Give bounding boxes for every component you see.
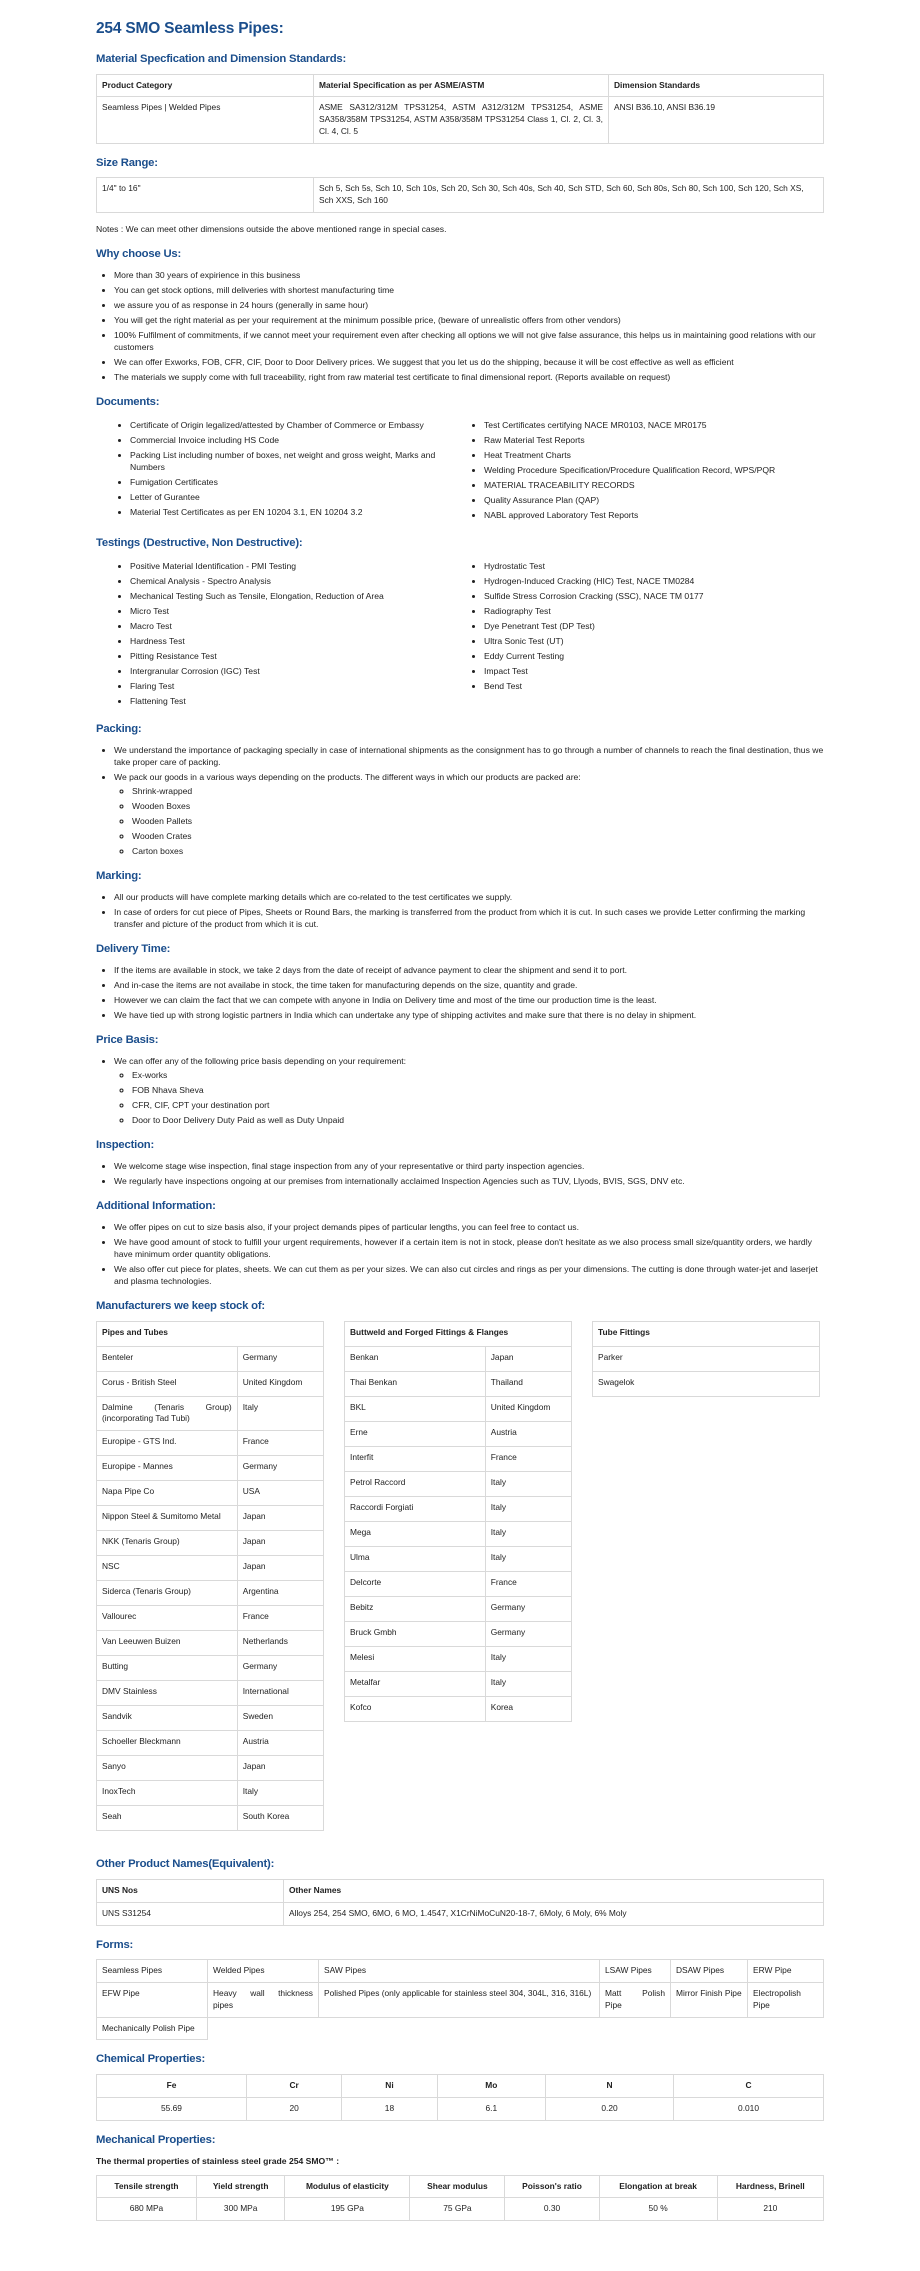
manufacturer-name: BKL <box>345 1396 486 1421</box>
table-cell: EFW Pipe <box>97 1983 208 2018</box>
empty-cell <box>671 2017 748 2040</box>
testings-heading: Testings (Destructive, Non Destructive): <box>96 537 303 550</box>
testings-columns <box>96 558 824 710</box>
table-row <box>593 1371 820 1396</box>
table-header: Shear modulus <box>410 2175 505 2198</box>
list-item: • Hardness Test <box>130 635 470 647</box>
manufacturer-country: Japan <box>237 1531 323 1556</box>
spec-header: Material Specification as per ASME/ASTM <box>314 74 609 97</box>
manufacturer-country: Italy <box>485 1521 571 1546</box>
table-cell: Electropolish Pipe <box>748 1983 824 2018</box>
manufacturer-country: Japan <box>237 1556 323 1581</box>
table-cell: 0.30 <box>505 2198 599 2221</box>
list-item: • However we can claim the fact that we can compete with anyone in India on Delivery time and most of the time our production time is the least. <box>114 994 824 1006</box>
sublist-item: ◦ Wooden Pallets <box>132 815 824 827</box>
table-row <box>97 1756 324 1781</box>
manufacturer-name: Bebitz <box>345 1596 486 1621</box>
list-item: • Certificate of Origin legalized/attested by Chamber of Commerce or Embassy <box>130 419 470 431</box>
packing-heading: Packing: <box>96 723 142 736</box>
manufacturer-name: Benkan <box>345 1346 486 1371</box>
list-item: • We regularly have inspections ongoing at our premises from internationally acclaimed Inspection Agencies such as TUV, Llyods, BVIS, SGS, DNV etc. <box>114 1175 824 1187</box>
manufacturer-name: Nippon Steel & Sumitomo Metal <box>97 1506 238 1531</box>
table-cell: ERW Pipe <box>748 1960 824 1983</box>
table-cell: 18 <box>342 2098 437 2121</box>
list-item: • Packing List including number of boxes, net weight and gross weight, Marks and Numbers <box>130 449 470 473</box>
table-row <box>97 2175 824 2198</box>
price-sublist <box>114 1069 824 1126</box>
list-item: • Quality Assurance Plan (QAP) <box>484 494 824 506</box>
chemical-table <box>96 2074 824 2121</box>
table-row <box>97 1581 324 1606</box>
table-cell: Mirror Finish Pipe <box>671 1983 748 2018</box>
table-cell: 210 <box>717 2198 823 2221</box>
list-item <box>114 1055 824 1126</box>
manufacturer-name: Kofco <box>345 1696 486 1721</box>
list-item: • We can offer Exworks, FOB, CFR, CIF, Door to Door Delivery prices. We suggest that you let us do the shipping, because it will be cost effective as well as efficient <box>114 356 824 368</box>
list-item: • Ultra Sonic Test (UT) <box>484 635 824 647</box>
manufacturer-country: Italy <box>485 1671 571 1696</box>
manufacturer-name: Erne <box>345 1421 486 1446</box>
tube-fittings-table <box>592 1321 820 1397</box>
delivery-list <box>96 964 824 1021</box>
sublist-item: ◦ Shrink-wrapped <box>132 785 824 797</box>
table-row <box>345 1496 572 1521</box>
spec-cell: Seamless Pipes | Welded Pipes <box>97 97 314 143</box>
table-header: Cr <box>246 2075 341 2098</box>
table-row <box>345 1696 572 1721</box>
manufacturer-name: Delcorte <box>345 1571 486 1596</box>
table-row <box>97 1681 324 1706</box>
table-row <box>345 1546 572 1571</box>
manufacturer-country: Austria <box>237 1731 323 1756</box>
list-item: • Chemical Analysis - Spectro Analysis <box>130 575 470 587</box>
manufacturer-name: Mega <box>345 1521 486 1546</box>
other-names-table <box>96 1879 824 1926</box>
sublist-item: ◦ Door to Door Delivery Duty Paid as well as Duty Unpaid <box>132 1114 824 1126</box>
sublist-item: ◦ FOB Nhava Sheva <box>132 1084 824 1096</box>
other-names-heading: Other Product Names(Equivalent): <box>96 1858 275 1871</box>
list-item: • Impact Test <box>484 665 824 677</box>
additional-heading: Additional Information: <box>96 1199 216 1212</box>
manufacturer-name: DMV Stainless <box>97 1681 238 1706</box>
list-item: • All our products will have complete marking details which are co-related to the test certificates we supply. <box>114 891 824 903</box>
list-item: • We understand the importance of packaging specially in case of international shipments as the consignment has to go through a number of channels to reach the final destination, thus we take proper care of packing. <box>114 744 824 768</box>
table-header: Modulus of elasticity <box>285 2175 410 2198</box>
list-item: • Pitting Resistance Test <box>130 650 470 662</box>
empty-cell <box>208 2017 319 2040</box>
table-row <box>345 1446 572 1471</box>
manufacturer-country: Germany <box>237 1456 323 1481</box>
table-cell: 0.010 <box>674 2098 824 2121</box>
fittings-flanges-table <box>344 1321 572 1722</box>
manufacturer-country: France <box>485 1446 571 1471</box>
manufacturer-country: United Kingdom <box>485 1396 571 1421</box>
list-item: • Flaring Test <box>130 680 470 692</box>
manufacturer-name: Vallourec <box>97 1606 238 1631</box>
table-header: Poisson's ratio <box>505 2175 599 2198</box>
table-cell: Mechanically Polish Pipe <box>97 2017 208 2040</box>
manufacturer-name: Parker <box>593 1346 820 1371</box>
list-item: • Bend Test <box>484 680 824 692</box>
table-row <box>97 1731 324 1756</box>
table-row <box>97 1371 324 1396</box>
table-row <box>97 1706 324 1731</box>
mechanical-heading: Mechanical Properties: <box>96 2133 216 2146</box>
list-item: • More than 30 years of expirience in this business <box>114 269 824 281</box>
price-heading: Price Basis: <box>96 1034 159 1047</box>
documents-list-left <box>96 419 470 524</box>
manufacturer-country: South Korea <box>237 1806 323 1831</box>
table-row <box>345 1346 572 1371</box>
price-list <box>96 1055 824 1126</box>
manufacturer-name: Bruck Gmbh <box>345 1621 486 1646</box>
manufacturer-name: Ulma <box>345 1546 486 1571</box>
table-row <box>97 1431 324 1456</box>
manufacturer-country: Italy <box>485 1646 571 1671</box>
manufacturer-name: Raccordi Forgiati <box>345 1496 486 1521</box>
table-row <box>97 2198 824 2221</box>
table-row <box>97 1606 324 1631</box>
table-row <box>97 1506 324 1531</box>
list-item: • Commercial Invoice including HS Code <box>130 434 470 446</box>
table-header: Mo <box>437 2075 545 2098</box>
table-row <box>97 1806 324 1831</box>
spec-cell: ANSI B36.10, ANSI B36.19 <box>609 97 824 143</box>
table-row <box>345 1671 572 1696</box>
list-item: • We have tied up with strong logistic partners in India which can undertake any type of shipping activites and make sure that there is no delay in shipment. <box>114 1009 824 1021</box>
sublist-item: ◦ Wooden Boxes <box>132 800 824 812</box>
table-cell: Alloys 254, 254 SMO, 6MO, 6 MO, 1.4547, X1CrNiMoCuN20-18-7, 6Moly, 6 Moly, 6% Moly <box>284 1902 824 1925</box>
table-row <box>97 2075 824 2098</box>
table-row <box>345 1521 572 1546</box>
table-cell: LSAW Pipes <box>600 1960 671 1983</box>
spec-table <box>96 74 824 144</box>
manufacturer-country: USA <box>237 1481 323 1506</box>
delivery-heading: Delivery Time: <box>96 943 171 956</box>
list-item: • Letter of Gurantee <box>130 491 470 503</box>
list-item: • We offer pipes on cut to size basis also, if your project demands pipes of particular lengths, you can feel free to contact us. <box>114 1221 824 1233</box>
table-header: N <box>545 2075 673 2098</box>
manufacturer-name: Seah <box>97 1806 238 1831</box>
list-item: • Test Certificates certifying NACE MR0103, NACE MR0175 <box>484 419 824 431</box>
forms-heading: Forms: <box>96 1938 134 1951</box>
manufacturer-country: Italy <box>485 1471 571 1496</box>
list-item: • MATERIAL TRACEABILITY RECORDS <box>484 479 824 491</box>
manufacturer-name: InoxTech <box>97 1781 238 1806</box>
empty-cell <box>319 2017 600 2040</box>
manufacturer-country: Italy <box>485 1546 571 1571</box>
list-item: • Intergranular Corrosion (IGC) Test <box>130 665 470 677</box>
table-row <box>97 1631 324 1656</box>
table-row <box>345 1421 572 1446</box>
list-item: • Flattening Test <box>130 695 470 707</box>
list-item: • NABL approved Laboratory Test Reports <box>484 509 824 521</box>
table-cell: 75 GPa <box>410 2198 505 2221</box>
sublist-item: ◦ Ex-works <box>132 1069 824 1081</box>
manufacturer-country: Korea <box>485 1696 571 1721</box>
manufacturer-name: Metalfar <box>345 1671 486 1696</box>
manufacturers-heading: Manufacturers we keep stock of: <box>96 1299 265 1312</box>
sublist-item: ◦ Wooden Crates <box>132 830 824 842</box>
table-row <box>97 1396 324 1431</box>
table-header: Elongation at break <box>599 2175 717 2198</box>
table-row <box>345 1646 572 1671</box>
table-row <box>345 1596 572 1621</box>
table-header: Tube Fittings <box>593 1321 820 1346</box>
manufacturer-name: Europipe - GTS Ind. <box>97 1431 238 1456</box>
table-header: C <box>674 2075 824 2098</box>
table-row <box>97 1481 324 1506</box>
table-row <box>345 1471 572 1496</box>
manufacturer-name: Sandvik <box>97 1706 238 1731</box>
table-header: Ni <box>342 2075 437 2098</box>
size-range: 1/4" to 16" <box>97 178 314 213</box>
list-item: • You can get stock options, mill deliveries with shortest manufacturing time <box>114 284 824 296</box>
table-cell: Seamless Pipes <box>97 1960 208 1983</box>
chemical-heading: Chemical Properties: <box>96 2053 206 2066</box>
list-item: • Raw Material Test Reports <box>484 434 824 446</box>
manufacturer-country: Sweden <box>237 1706 323 1731</box>
list-item: • we assure you of as response in 24 hours (generally in same hour) <box>114 299 824 311</box>
manufacturer-country: Italy <box>485 1496 571 1521</box>
manufacturer-name: Thai Benkan <box>345 1371 486 1396</box>
list-item: • Eddy Current Testing <box>484 650 824 662</box>
table-row <box>97 1556 324 1581</box>
table-cell: 300 MPa <box>196 2198 285 2221</box>
spec-header: Product Category <box>97 74 314 97</box>
manufacturer-name: Petrol Raccord <box>345 1471 486 1496</box>
size-table <box>96 177 824 213</box>
list-item-text: We pack our goods in a various ways depending on the products. The different ways in which our products are packed are: <box>114 772 581 783</box>
manufacturer-name: Dalmine (Tenaris Group) (incorporating Tad Tubi) <box>97 1396 238 1431</box>
table-row <box>345 1571 572 1596</box>
table-row <box>97 1456 324 1481</box>
sublist-item: ◦ CFR, CIF, CPT your destination port <box>132 1099 824 1111</box>
additional-list <box>96 1221 824 1287</box>
packing-sublist <box>114 785 824 857</box>
list-item: • Material Test Certificates as per EN 10204 3.1, EN 10204 3.2 <box>130 506 470 518</box>
table-row <box>345 1621 572 1646</box>
manufacturer-country: France <box>485 1571 571 1596</box>
list-item: • Welding Procedure Specification/Procedure Qualification Record, WPS/PQR <box>484 464 824 476</box>
manufacturer-name: Europipe - Mannes <box>97 1456 238 1481</box>
manufacturer-country: Germany <box>485 1596 571 1621</box>
table-row <box>97 2098 824 2121</box>
manufacturer-name: Sanyo <box>97 1756 238 1781</box>
table-row <box>345 1371 572 1396</box>
page-title: 254 SMO Seamless Pipes: <box>96 20 284 37</box>
list-item: • Positive Material Identification - PMI Testing <box>130 560 470 572</box>
table-row <box>97 1531 324 1556</box>
list-item: • Heat Treatment Charts <box>484 449 824 461</box>
manufacturer-country: Germany <box>237 1656 323 1681</box>
list-item: • Hydrogen-Induced Cracking (HIC) Test, NACE TM0284 <box>484 575 824 587</box>
manufacturer-name: NKK (Tenaris Group) <box>97 1531 238 1556</box>
manufacturer-country: Netherlands <box>237 1631 323 1656</box>
spec-cell: ASME SA312/312M TPS31254, ASTM A312/312M TPS31254, ASME SA358/358M TPS31254, ASTM A358/358M TPS31254 Class 1, Cl. 2, Cl. 3, Cl. 4, Cl. 5 <box>314 97 609 143</box>
table-header: UNS Nos <box>97 1880 284 1903</box>
table-row <box>97 1656 324 1681</box>
list-item: • Macro Test <box>130 620 470 632</box>
documents-list-right <box>470 419 824 524</box>
table-cell: Welded Pipes <box>208 1960 319 1983</box>
table-cell: Heavy wall thickness pipes <box>208 1983 319 2018</box>
list-item: • We welcome stage wise inspection, final stage inspection from any of your representative or third party inspection agencies. <box>114 1160 824 1172</box>
spec-heading: Material Specfication and Dimension Standards: <box>96 52 347 65</box>
table-row <box>593 1346 820 1371</box>
why-list <box>96 269 824 383</box>
forms-table <box>96 1959 824 2040</box>
manufacturer-name: Swagelok <box>593 1371 820 1396</box>
inspection-list <box>96 1160 824 1187</box>
table-header: Hardness, Brinell <box>717 2175 823 2198</box>
table-header: Fe <box>97 2075 247 2098</box>
packing-list <box>96 744 824 857</box>
mechanical-caption: The thermal properties of stainless steel grade 254 SMO™ : <box>96 2155 340 2166</box>
list-item: • We also offer cut piece for plates, sheets. We can cut them as per your sizes. We can also cut circles and rings as per your dimensions. The cutting is done through water-jet and laserjet and plasma technologies. <box>114 1263 824 1287</box>
table-row <box>97 1781 324 1806</box>
manufacturer-name: Benteler <box>97 1346 238 1371</box>
manufacturer-country: United Kingdom <box>237 1371 323 1396</box>
manufacturer-country: Germany <box>237 1346 323 1371</box>
manufacturer-name: NSC <box>97 1556 238 1581</box>
table-row <box>97 1960 824 1983</box>
table-row <box>97 1346 324 1371</box>
pipes-tubes-table <box>96 1321 324 1832</box>
inspection-heading: Inspection: <box>96 1139 155 1152</box>
manufacturer-country: Italy <box>237 1781 323 1806</box>
list-item: • The materials we supply come with full traceability, right from raw material test certificate to final dimensional report. (Reports available on request) <box>114 371 824 383</box>
list-item-text: We can offer any of the following price basis depending on your requirement: <box>114 1055 407 1066</box>
table-header: Pipes and Tubes <box>97 1321 324 1346</box>
table-header: Other Names <box>284 1880 824 1903</box>
table-header: Tensile strength <box>97 2175 197 2198</box>
marking-heading: Marking: <box>96 870 142 883</box>
manufacturer-country: Thailand <box>485 1371 571 1396</box>
spec-header: Dimension Standards <box>609 74 824 97</box>
size-heading: Size Range: <box>96 156 158 169</box>
mechanical-table <box>96 2175 824 2222</box>
table-cell: 0.20 <box>545 2098 673 2121</box>
empty-cell <box>748 2017 824 2040</box>
table-cell: 680 MPa <box>97 2198 197 2221</box>
table-header: Yield strength <box>196 2175 285 2198</box>
table-row <box>97 1983 824 2018</box>
list-item: • We have good amount of stock to fulfill your urgent requirements, however if a certain item is not in stock, please don't hesitate as we also process small size/quantity orders, we hardly have minimum order quantity obligations. <box>114 1236 824 1260</box>
table-cell: DSAW Pipes <box>671 1960 748 1983</box>
manufacturer-country: Austria <box>485 1421 571 1446</box>
table-cell: UNS S31254 <box>97 1902 284 1925</box>
list-item: • Micro Test <box>130 605 470 617</box>
table-cell: Polished Pipes (only applicable for stainless steel 304, 304L, 316, 316L) <box>319 1983 600 2018</box>
table-cell: 195 GPa <box>285 2198 410 2221</box>
table-cell: 6.1 <box>437 2098 545 2121</box>
list-item: • And in-case the items are not availabe in stock, the time taken for manufacturing depends on the size, quantity and grade. <box>114 979 824 991</box>
list-item: • Mechanical Testing Such as Tensile, Elongation, Reduction of Area <box>130 590 470 602</box>
list-item: • 100% Fulfilment of commitments, if we cannot meet your requirement even after checking all options we will not give false assurance, this helps us in maintaining good relations with our customers <box>114 329 824 353</box>
list-item: • Fumigation Certificates <box>130 476 470 488</box>
table-cell: SAW Pipes <box>319 1960 600 1983</box>
list-item: • If the items are available in stock, we take 2 days from the date of receipt of advance payment to clear the shipment and send it to port. <box>114 964 824 976</box>
testings-list-right <box>470 560 824 710</box>
table-cell: Matt Polish Pipe <box>600 1983 671 2018</box>
list-item: • Dye Penetrant Test (DP Test) <box>484 620 824 632</box>
marking-list <box>96 891 824 930</box>
manufacturer-name: Napa Pipe Co <box>97 1481 238 1506</box>
manufacturer-name: Interfit <box>345 1446 486 1471</box>
manufacturer-country: Argentina <box>237 1581 323 1606</box>
documents-heading: Documents: <box>96 396 160 408</box>
list-item: • Hydrostatic Test <box>484 560 824 572</box>
table-cell: 50 % <box>599 2198 717 2221</box>
size-note: Notes : We can meet other dimensions outside the above mentioned range in special cases. <box>96 223 447 234</box>
list-item: • Sulfide Stress Corrosion Cracking (SSC), NACE TM 0177 <box>484 590 824 602</box>
empty-cell <box>600 2017 671 2040</box>
table-row <box>97 2017 824 2040</box>
table-cell: 20 <box>246 2098 341 2121</box>
manufacturer-country: France <box>237 1606 323 1631</box>
manufacturer-country: Japan <box>237 1756 323 1781</box>
table-header: Buttweld and Forged Fittings & Flanges <box>345 1321 572 1346</box>
manufacturer-name: Corus - British Steel <box>97 1371 238 1396</box>
manufacturer-country: Japan <box>237 1506 323 1531</box>
table-row <box>345 1396 572 1421</box>
sublist-item: ◦ Carton boxes <box>132 845 824 857</box>
manufacturers-tables <box>96 1321 824 1832</box>
manufacturer-country: Italy <box>237 1396 323 1431</box>
documents-columns <box>96 417 824 524</box>
manufacturer-country: Japan <box>485 1346 571 1371</box>
manufacturer-name: Van Leeuwen Buizen <box>97 1631 238 1656</box>
manufacturer-name: Siderca (Tenaris Group) <box>97 1581 238 1606</box>
manufacturer-country: France <box>237 1431 323 1456</box>
manufacturer-country: International <box>237 1681 323 1706</box>
list-item <box>114 771 824 857</box>
list-item: • You will get the right material as per your requirement at the minimum possible price, (beware of unrealistic offers from other vendors) <box>114 314 824 326</box>
list-item: • Radiography Test <box>484 605 824 617</box>
manufacturer-name: Butting <box>97 1656 238 1681</box>
why-heading: Why choose Us: <box>96 247 182 260</box>
table-cell: 55.69 <box>97 2098 247 2121</box>
manufacturer-country: Germany <box>485 1621 571 1646</box>
list-item: • In case of orders for cut piece of Pipes, Sheets or Round Bars, the marking is transferred from the product from which it is cut. In such cases we provide Letter confirming the marking transfer and picture of the product from which it is cut. <box>114 906 824 930</box>
size-schedules: Sch 5, Sch 5s, Sch 10, Sch 10s, Sch 20, Sch 30, Sch 40s, Sch 40, Sch STD, Sch 60, Sch 80s, Sch 80, Sch 100, Sch 120, Sch XS, Sch XXS, Sch 160 <box>314 178 824 213</box>
manufacturer-name: Schoeller Bleckmann <box>97 1731 238 1756</box>
testings-list-left <box>96 560 470 710</box>
manufacturer-name: Melesi <box>345 1646 486 1671</box>
